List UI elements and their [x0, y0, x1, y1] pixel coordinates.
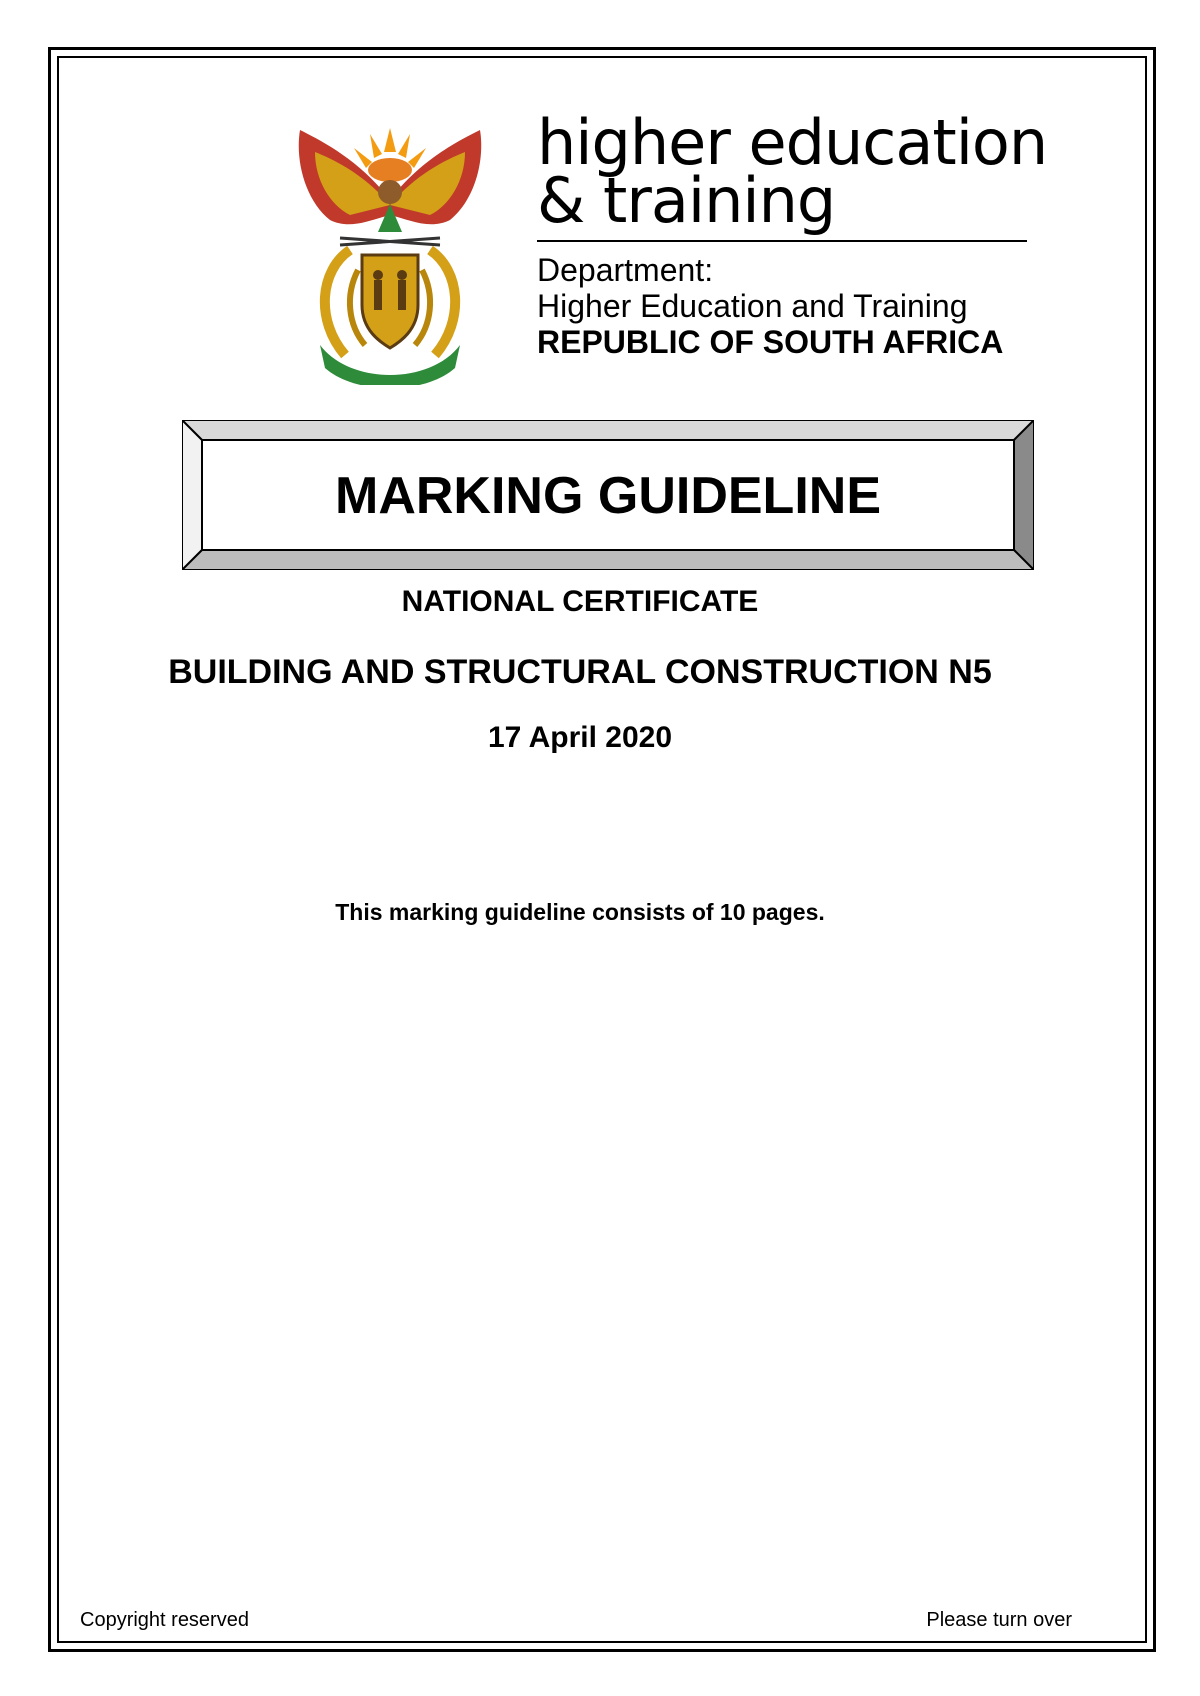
logo-divider — [537, 240, 1027, 242]
logo-text-higher-education: higher education — [537, 106, 1048, 179]
coat-of-arms-icon — [290, 120, 490, 385]
country-name: REPUBLIC OF SOUTH AFRICA — [537, 324, 1004, 360]
logo-text-training: & training — [537, 164, 836, 237]
footer-copyright: Copyright reserved — [80, 1609, 249, 1631]
subject-title: BUILDING AND STRUCTURAL CONSTRUCTION N5 — [168, 653, 992, 691]
page-count-note: This marking guideline consists of 10 pages. — [335, 899, 825, 925]
footer-turn-over: Please turn over — [926, 1609, 1072, 1631]
department-name: Higher Education and Training — [537, 288, 968, 324]
exam-date: 17 April 2020 — [488, 721, 672, 754]
certificate-type: NATIONAL CERTIFICATE — [401, 585, 759, 618]
department-label: Department: — [537, 252, 714, 288]
document-title: MARKING GUIDELINE — [335, 467, 881, 525]
